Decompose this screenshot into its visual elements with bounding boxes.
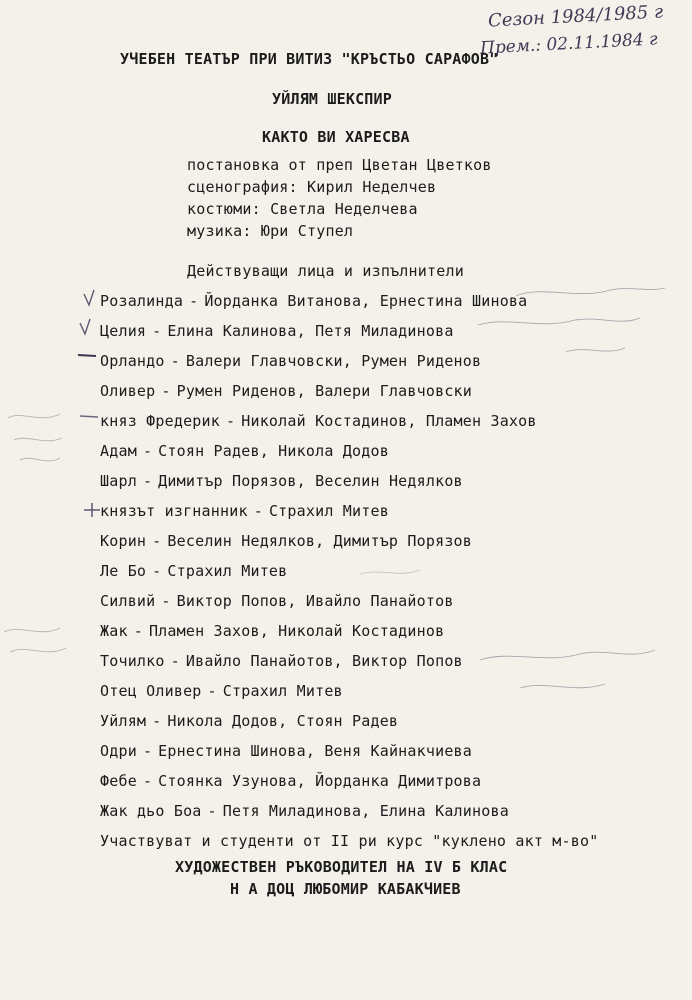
scribble-icon [4,628,66,652]
cast-row [100,652,463,670]
artistic-director-line: ХУДОЖЕСТВЕН РЪКОВОДИТЕЛ НА IV Б КЛАС [175,858,508,876]
role: Отец Оливер [100,682,202,700]
scribble-icon [478,318,640,325]
actors: Елина Калинова, Петя Миладинова [167,322,454,340]
premiere-annotation: Прем.: 02.11.1984 г [479,29,659,59]
dash: - [170,652,180,670]
scribble-icon [566,348,625,352]
role: Жак [100,622,128,640]
scribble-icon [480,650,655,688]
role: Орландо [100,352,165,370]
play-title: КАКТО ВИ ХАРЕСВА [262,128,410,146]
dash: - [161,382,171,400]
role: Фебе [100,772,137,790]
actors: Страхил Митев [268,502,389,520]
dash: - [226,412,236,430]
actors: Димитър Порязов, Веселин Недялков [158,472,463,490]
actors: Страхил Митев [167,562,288,580]
role: Одри [100,742,137,760]
actors: Стоянка Узунова, Йорданка Димитрова [158,772,482,790]
cast-row [100,772,481,790]
role: Ле Бо [100,562,147,580]
cast-row [100,412,537,430]
role: князът изгнанник [100,502,248,520]
dash: - [133,622,143,640]
dash: - [189,292,199,310]
cast-row [100,532,472,550]
credit-scenography: сценография: Кирил Неделчев [187,178,437,196]
actors: Николай Костадинов, Пламен Захов [241,412,537,430]
role: Силвий [100,592,156,610]
cast-row [100,442,389,460]
actors: Веселин Недялков, Димитър Порязов [167,532,473,550]
actors: Пламен Захов, Николай Костадинов [148,622,445,640]
cast-row [100,322,454,340]
role: княз Фредерик [100,412,220,430]
dash: - [170,352,180,370]
cast-row [100,352,481,370]
credit-music: музика: Юри Ступел [187,222,354,240]
scribble-icon [360,570,420,574]
dash: - [207,682,217,700]
author-name: УЙЛЯМ ШЕКСПИР [272,90,392,108]
dash: - [253,502,263,520]
dash: - [142,742,153,760]
dash: - [152,322,162,340]
actors: Валери Главчовски, Румен Риденов [185,352,482,370]
actors: Виктор Попов, Ивайло Панайотов [176,592,454,610]
check-mark-icon [80,319,90,334]
cast-row [100,742,472,760]
cast-row [100,622,444,640]
dash: - [152,712,162,730]
cast-row [100,682,343,700]
cast-row [100,502,389,520]
actors: Страхил Митев [222,682,343,700]
cast-row [100,472,463,490]
role: Уйлям [100,712,147,730]
cast-row [100,382,472,400]
role: Корин [100,532,147,550]
dash: - [142,772,153,790]
actors: Йорданка Витанова, Ернестина Шинова [204,292,528,310]
credit-direction: постановка от преп Цветан Цветков [187,156,492,174]
actors: Ернестина Шинова, Веня Кайнакчиева [158,742,473,760]
actors: Ивайло Панайотов, Виктор Попов [185,652,463,670]
artistic-director-name: Н А ДОЦ ЛЮБОМИР КАБАКЧИЕВ [230,880,461,898]
check-mark-icon [84,290,94,305]
dash: - [207,802,217,820]
scribble-icon [516,288,665,296]
cast-row [100,292,527,310]
participation-note: Участвуват и студенти от II ри курс "куклено акт м-во" [100,832,599,850]
dash: - [161,592,171,610]
dash: - [152,532,162,550]
theatre-name: УЧЕБЕН ТЕАТЪР ПРИ ВИТИЗ "КРЪСТЬО САРАФОВ" [120,50,499,68]
role: Оливер [100,382,156,400]
role: Шарл [100,472,137,490]
actors: Петя Миладинова, Елина Калинова [222,802,509,820]
role: Точилко [100,652,165,670]
dash: - [142,472,153,490]
dash: - [142,442,153,460]
role: Адам [100,442,137,460]
season-annotation: Сезон 1984/1985 г [487,1,664,32]
role: Жак дьо Боа [100,802,202,820]
actors: Стоян Радев, Никола Додов [158,442,389,460]
dash: - [152,562,162,580]
cast-heading: Действуващи лица и изпълнители [187,262,464,280]
actors: Никола Додов, Стоян Радев [167,712,399,730]
cast-row [100,802,509,820]
cast-row [100,712,398,730]
scribble-icon [8,414,62,461]
plus-mark-icon [84,503,100,517]
role: Розалинда [100,292,184,310]
dash-mark-icon [78,355,96,356]
cast-row [100,562,287,580]
dash-mark-icon [80,416,98,417]
credit-costumes: костюми: Светла Неделчева [187,200,418,218]
cast-row [100,592,454,610]
actors: Румен Риденов, Валери Главчовски [176,382,473,400]
role: Целия [100,322,147,340]
